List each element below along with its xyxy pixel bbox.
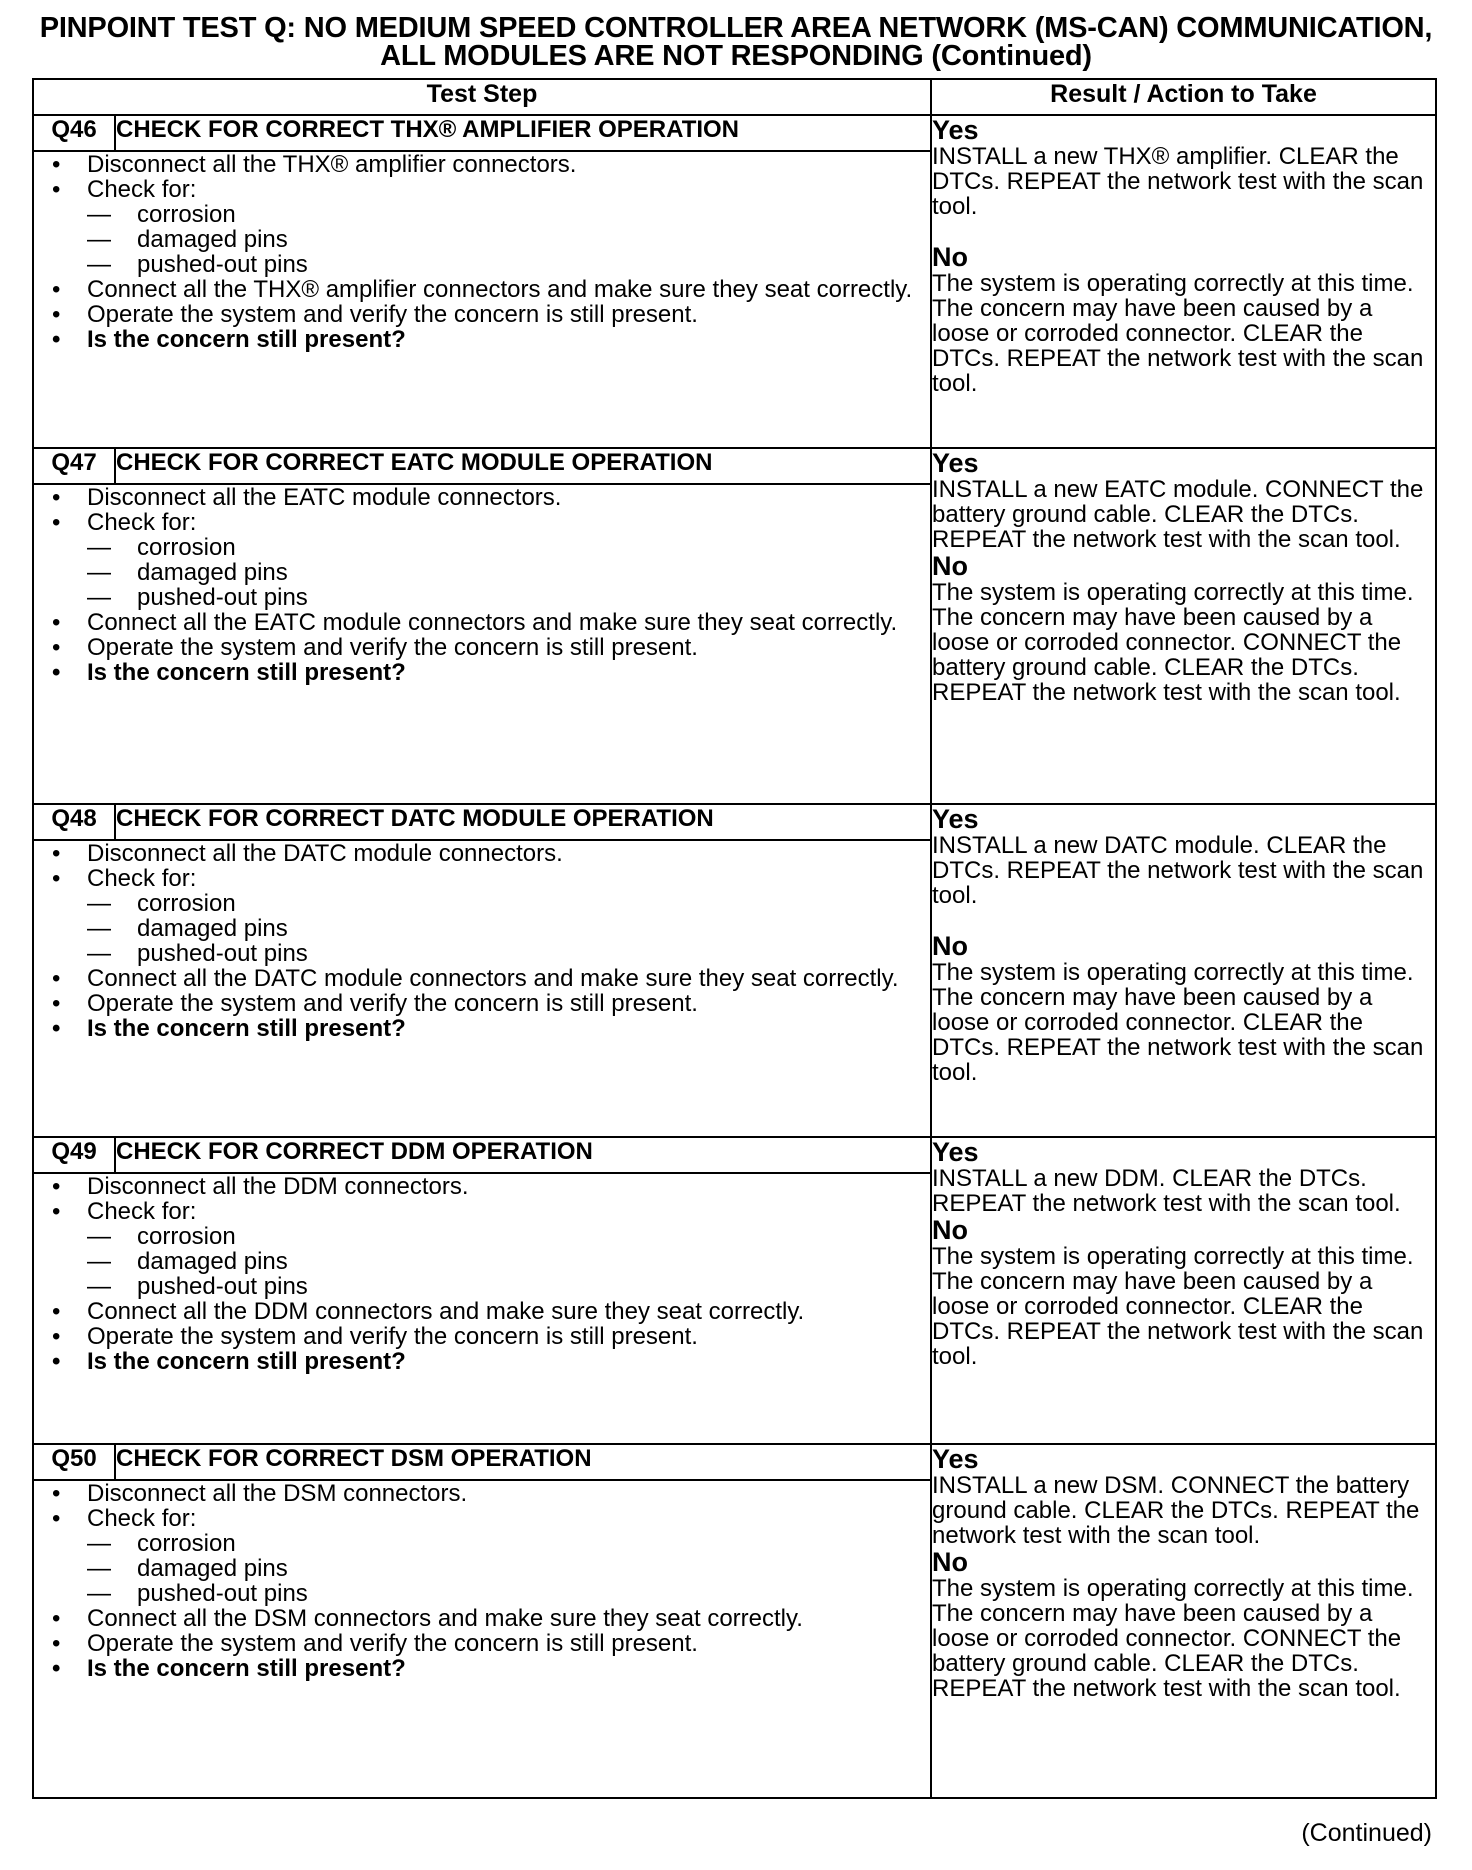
list-item: • Check for: — corrosion — damaged pins — pushed-out pins (34, 1506, 930, 1606)
question-item: • Is the concern still present? (34, 660, 930, 685)
list-item: • Connect all the THX® amplifier connectors and make sure they seat correctly. (34, 277, 930, 302)
test-step-q50 (33, 1444, 1436, 1798)
no-action: The system is operating correctly at this time. The concern may have been caused by a loose or corroded connector. CLEAR the DTCs. REPEAT the network test with the scan tool. (932, 1243, 1424, 1370)
result-cell (931, 1444, 1436, 1798)
header-result-action: Result / Action to Take (931, 79, 1436, 115)
step-number: Q48 (33, 804, 115, 840)
question-item: • Is the concern still present? (34, 1656, 930, 1681)
question-item: • Is the concern still present? (34, 1016, 930, 1041)
no-action: The system is operating correctly at this time. The concern may have been caused by a loose or corroded connector. CONNECT the battery ground cable. CLEAR the DTCs. REPEAT the network test with the scan tool. (932, 1575, 1414, 1702)
sub-item: — pushed-out pins (87, 1581, 930, 1606)
list-item: • Connect all the DDM connectors and make sure they seat correctly. (34, 1299, 930, 1324)
sub-item: — pushed-out pins (87, 941, 930, 966)
sub-item: — corrosion (87, 891, 930, 916)
step-title: CHECK FOR CORRECT DATC MODULE OPERATION (115, 804, 931, 840)
list-item: • Disconnect all the DATC module connectors. (34, 841, 930, 866)
result-cell (931, 448, 1436, 804)
yes-label: Yes (932, 448, 979, 478)
step-number: Q50 (33, 1444, 115, 1480)
sub-item: — damaged pins (87, 227, 930, 252)
sub-item: — corrosion (87, 1531, 930, 1556)
yes-action: INSTALL a new DDM. CLEAR the DTCs. REPEAT the network test with the scan tool. (932, 1165, 1401, 1217)
continued-note: (Continued) (1301, 1819, 1432, 1847)
result-cell (931, 115, 1436, 448)
step-title: CHECK FOR CORRECT DSM OPERATION (115, 1444, 931, 1480)
no-action: The system is operating correctly at this time. The concern may have been caused by a loose or corroded connector. CONNECT the battery ground cable. CLEAR the DTCs. REPEAT the network test with the scan tool. (932, 579, 1414, 706)
test-step-q47 (33, 448, 1436, 804)
step-instructions (33, 484, 931, 804)
step-title: CHECK FOR CORRECT DDM OPERATION (115, 1137, 931, 1173)
list-item: • Disconnect all the THX® amplifier connectors. (34, 152, 930, 177)
list-item: • Check for: — corrosion — damaged pins — pushed-out pins (34, 1199, 930, 1299)
yes-action: INSTALL a new DSM. CONNECT the battery ground cable. CLEAR the DTCs. REPEAT the network test with the scan tool. (932, 1472, 1420, 1549)
test-step-q48 (33, 804, 1436, 1137)
yes-action: INSTALL a new THX® amplifier. CLEAR the DTCs. REPEAT the network test with the scan tool. (932, 143, 1424, 220)
result-cell (931, 1137, 1436, 1444)
yes-label: Yes (932, 1137, 979, 1167)
list-item: • Connect all the DSM connectors and make sure they seat correctly. (34, 1606, 930, 1631)
step-instructions (33, 151, 931, 448)
sub-item: — corrosion (87, 535, 930, 560)
no-label: No (932, 551, 969, 581)
list-item: • Disconnect all the DDM connectors. (34, 1174, 930, 1199)
list-item: • Check for: — corrosion — damaged pins — pushed-out pins (34, 510, 930, 610)
list-item: • Operate the system and verify the concern is still present. (34, 1324, 930, 1349)
list-item: • Operate the system and verify the concern is still present. (34, 991, 930, 1016)
yes-label: Yes (932, 804, 979, 834)
yes-action: INSTALL a new DATC module. CLEAR the DTCs. REPEAT the network test with the scan tool. (932, 832, 1424, 909)
yes-action: INSTALL a new EATC module. CONNECT the battery ground cable. CLEAR the DTCs. REPEAT the network test with the scan tool. (932, 476, 1424, 553)
step-number: Q47 (33, 448, 115, 484)
list-item: • Operate the system and verify the concern is still present. (34, 302, 930, 327)
title-line-1: PINPOINT TEST Q: NO MEDIUM SPEED CONTROLLER AREA NETWORK (MS-CAN) COMMUNICATION, (39, 12, 1433, 44)
table-header-row (33, 79, 1436, 115)
question-item: • Is the concern still present? (34, 1349, 930, 1374)
list-item: • Check for: — corrosion — damaged pins — pushed-out pins (34, 866, 930, 966)
sub-item: — damaged pins (87, 1249, 930, 1274)
list-item: • Operate the system and verify the concern is still present. (34, 1631, 930, 1656)
step-number: Q46 (33, 115, 115, 151)
no-action: The system is operating correctly at this time. The concern may have been caused by a loose or corroded connector. CLEAR the DTCs. REPEAT the network test with the scan tool. (932, 959, 1424, 1086)
sub-item: — damaged pins (87, 560, 930, 585)
list-item: • Disconnect all the EATC module connectors. (34, 485, 930, 510)
page-title (30, 14, 1442, 70)
test-step-q46 (33, 115, 1436, 448)
yes-label: Yes (932, 115, 979, 145)
list-item: • Operate the system and verify the concern is still present. (34, 635, 930, 660)
step-title: CHECK FOR CORRECT EATC MODULE OPERATION (115, 448, 931, 484)
yes-label: Yes (932, 1444, 979, 1474)
sub-item: — corrosion (87, 1224, 930, 1249)
list-item: • Connect all the DATC module connectors and make sure they seat correctly. (34, 966, 930, 991)
no-label: No (932, 242, 969, 272)
sub-item: — damaged pins (87, 1556, 930, 1581)
no-action: The system is operating correctly at this time. The concern may have been caused by a loose or corroded connector. CLEAR the DTCs. REPEAT the network test with the scan tool. (932, 270, 1424, 397)
pinpoint-test-table (32, 78, 1437, 1799)
test-step-q49 (33, 1137, 1436, 1444)
sub-item: — damaged pins (87, 916, 930, 941)
header-test-step: Test Step (33, 79, 931, 115)
step-instructions (33, 1480, 931, 1798)
list-item: • Check for: — corrosion — damaged pins — pushed-out pins (34, 177, 930, 277)
step-number: Q49 (33, 1137, 115, 1173)
list-item: • Disconnect all the DSM connectors. (34, 1481, 930, 1506)
no-label: No (932, 931, 969, 961)
sub-item: — pushed-out pins (87, 585, 930, 610)
result-cell (931, 804, 1436, 1137)
sub-item: — pushed-out pins (87, 1274, 930, 1299)
sub-item: — pushed-out pins (87, 252, 930, 277)
no-label: No (932, 1215, 969, 1245)
no-label: No (932, 1547, 969, 1577)
title-line-2: ALL MODULES ARE NOT RESPONDING (Continued) (380, 40, 1092, 72)
step-title: CHECK FOR CORRECT THX® AMPLIFIER OPERATION (115, 115, 931, 151)
list-item: • Connect all the EATC module connectors and make sure they seat correctly. (34, 610, 930, 635)
step-instructions (33, 840, 931, 1137)
sub-item: — corrosion (87, 202, 930, 227)
step-instructions (33, 1173, 931, 1444)
question-item: • Is the concern still present? (34, 327, 930, 352)
